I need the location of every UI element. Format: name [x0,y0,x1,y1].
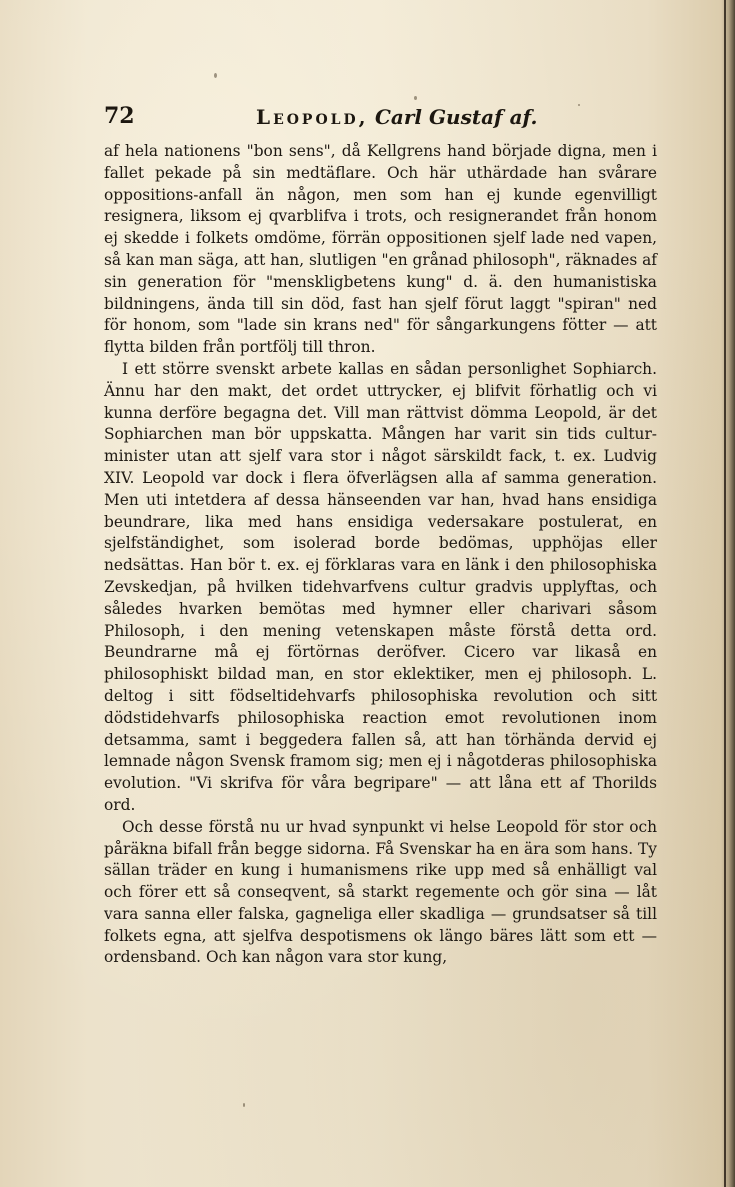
running-head [256,105,537,129]
body-text [104,141,657,969]
ink-speck [243,1103,245,1107]
ink-speck [214,73,217,78]
ink-speck [414,96,417,100]
paragraph: I ett större svenskt arbete kallas en sådan personlighet Sophiarch. Ännu har den makt, det ordet uttrycker, ej blifvit förhatlig och vi kunna derföre begagna det. Vill man rättvist dömma Leopold, är det Sophiarchen man bör uppskatta. Mången har varit sin tids cultur-minister utan att sjelf vara stor i något särskildt fack, t. ex. Ludvig XIV. Leopold var dock i flera öfverlägsen alla af samma generation. Men uti intetdera af dessa hänseenden var han, hvad hans ensidiga beundrare, lika med hans ensidiga vedersakare postulerat, en sjelfständighet, som isolerad borde bedömas, upphöjas eller nedsättas. Han bör t. ex. ej förklaras vara en länk i den philosophiska Zevskedjan, på hvilken tidehvarfvens cultur gradvis upplyftas, och således hvarken bemötas med hymner eller charivari såsom Philosoph, i den mening vetenskapen måste förstå detta ord. Beundrarne må ej förtörnas deröfver. Cicero var likaså en philosophiskt bildad man, en stor eklektiker, men ej philosoph. L. deltog i sitt födseltidehvarfs philosophiska revolution och sitt dödstidehvarfs philosophiska reaction emot revolutionen inom detsamma, samt i beggedera fallen så, att han törhända dervid ej lemnade någon Svensk framom sig; men ej i någotderas philosophiska evolution. "Vi skrifva för våra begripare" — att låna ett af Thorilds ord. [104,359,657,814]
page-number: 72 [104,103,135,129]
page-binding-line [724,0,726,1187]
page-header [104,103,664,135]
paragraph: Och desse förstå nu ur hvad synpunkt vi helse Leopold för stor och påräkna bifall från begge sidorna. Få Svenskar ha en ära som hans. Ty sällan träder en kung i humanismens rike upp med så enhälligt val och förer ett så conseqvent, så starkt regemente och gör sina — låt vara sanna eller falska, gagneliga eller skadliga — grundsatser så till folkets egna, att sjelfva despotismens ok längo bäres lätt som ett — ordensband. Och kan någon vara stor kung, [104,817,657,967]
running-head-name: Leopold, [256,105,369,129]
paragraph: af hela nationens "bon sens", då Kellgrens hand började digna, men i fallet pekade på sin medtäflare. Och här uthärdade han svårare oppositions-anfall än någon, men som han ej kunde egenvilligt resignera, liksom ej qvarblifva i trots, och resignerandet från honom ej skedde i folkets omdöme, förrän oppositionen sjelf lade ned vapen, så kan man säga, att han, slutligen "en grånad philosoph", räknades af sin generation för "menskligbetens kung" d. ä. den humanistiska bildningens, ända till sin död, fast han sjelf förut laggt "spiran" ned för honom, som "lade sin krans ned" för sångarkungens fötter — att flytta bilden från portfölj till thron. [104,142,657,357]
running-head-subtitle: Carl Gustaf af. [374,105,538,129]
